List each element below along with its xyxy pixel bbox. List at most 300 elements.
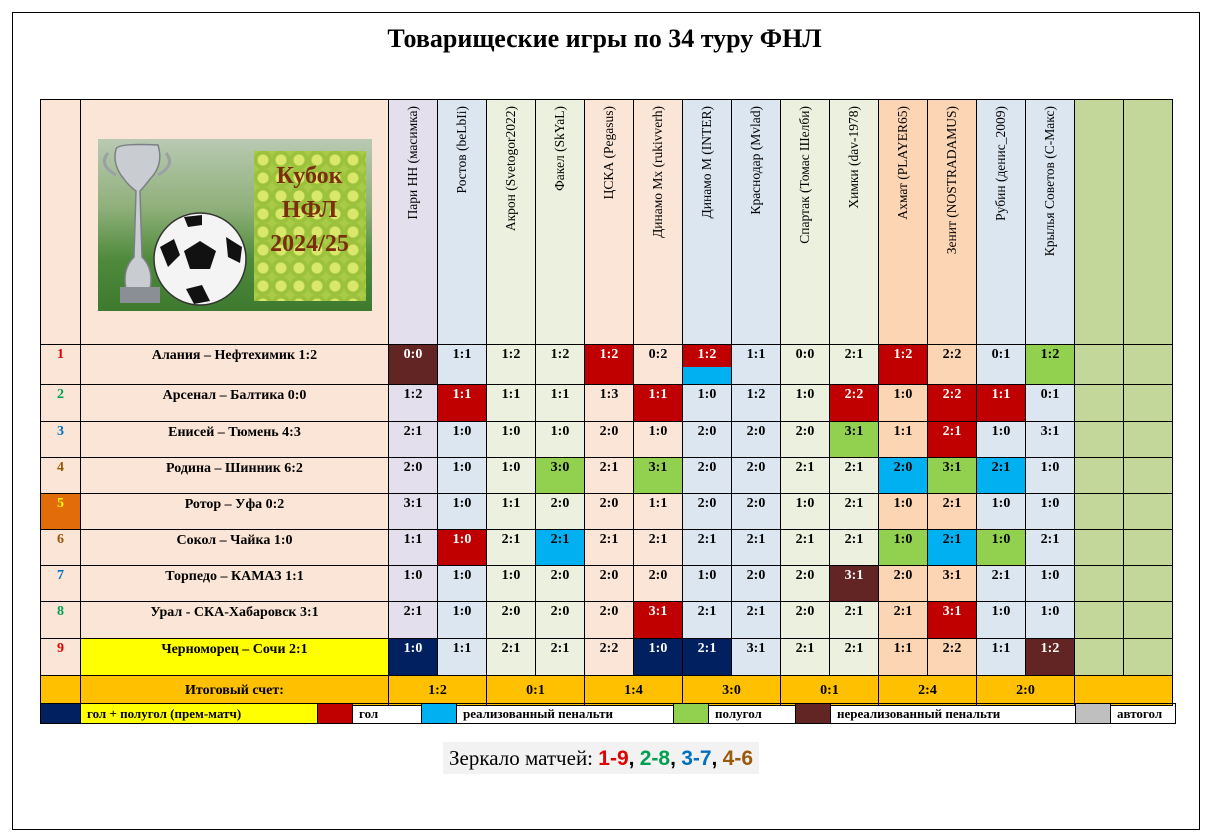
score-value: 2:2: [844, 387, 864, 402]
team-name: Ахмат (PLAYER65): [895, 106, 911, 220]
match-name: Сокол – Чайка 1:0: [81, 530, 389, 566]
score-value: 1:0: [452, 568, 472, 583]
score-value: 1:2: [746, 387, 766, 402]
total-score: 0:1: [487, 676, 585, 706]
score-cell: [487, 494, 536, 530]
score-cell: [977, 345, 1026, 385]
score-cell: [781, 566, 830, 602]
score-cell: [879, 530, 928, 566]
match-name: Родина – Шинник 6:2: [81, 458, 389, 494]
score-value: 2:1: [844, 347, 864, 362]
match-name: Ротор – Уфа 0:2: [81, 494, 389, 530]
empty-cell: [1124, 458, 1173, 494]
score-value: 2:1: [403, 604, 423, 619]
score-value: 2:0: [599, 604, 619, 619]
score-cell: [977, 385, 1026, 422]
score-cell: [879, 566, 928, 602]
score-value: 2:1: [942, 424, 962, 439]
score-cell: [487, 385, 536, 422]
empty-cell: [1124, 602, 1173, 639]
empty-cell: [1075, 458, 1124, 494]
score-value: 1:3: [599, 387, 619, 402]
score-cell: [634, 566, 683, 602]
score-value: 3:1: [942, 604, 962, 619]
total-score: 1:2: [389, 676, 487, 706]
score-cell: [634, 345, 683, 385]
score-cell: [781, 458, 830, 494]
score-value: 2:1: [599, 460, 619, 475]
score-cell: [585, 602, 634, 639]
score-value: 1:1: [893, 641, 913, 656]
score-value: 2:1: [795, 641, 815, 656]
empty-cell: [1124, 422, 1173, 458]
score-value: 1:1: [746, 347, 766, 362]
score-value: 2:1: [844, 641, 864, 656]
score-value: 2:1: [991, 460, 1011, 475]
score-cell: [830, 494, 879, 530]
score-cell: [879, 422, 928, 458]
total-empty: [1075, 676, 1173, 706]
score-cell: [732, 494, 781, 530]
score-cell: [879, 385, 928, 422]
team-header: [781, 100, 830, 345]
match-row: [41, 566, 1173, 602]
score-cell: [438, 530, 487, 566]
total-score: 1:4: [585, 676, 683, 706]
score-cell: [487, 566, 536, 602]
legend-swatch-navy: [41, 704, 81, 724]
score-cell: [389, 494, 438, 530]
score-value: 1:0: [795, 387, 815, 402]
score-value: 2:1: [550, 641, 570, 656]
score-cell: [487, 530, 536, 566]
score-value: 2:0: [550, 496, 570, 511]
score-cell: [389, 385, 438, 422]
page-title: Товарищеские игры по 34 туру ФНЛ: [387, 24, 822, 53]
score-cell: [879, 345, 928, 385]
score-value: 2:0: [795, 424, 815, 439]
score-value: 1:0: [501, 424, 521, 439]
score-cell: [683, 494, 732, 530]
score-value: 1:0: [991, 496, 1011, 511]
score-cell: [389, 345, 438, 385]
legend-prem: гол + полугол (прем-матч): [81, 704, 318, 724]
score-cell: [536, 566, 585, 602]
team-name: Спартак (Томас Шелби): [797, 106, 813, 244]
score-value: 3:1: [648, 604, 668, 619]
total-score: 0:1: [781, 676, 879, 706]
score-value: 2:1: [893, 604, 913, 619]
empty-cell: [1124, 639, 1173, 676]
score-cell: [732, 602, 781, 639]
mirror-pair-4: 4-6: [722, 747, 753, 770]
score-cell: [683, 345, 732, 385]
team-name: Рубин (денис_2009): [993, 106, 1009, 221]
team-header: [879, 100, 928, 345]
score-cell: [879, 602, 928, 639]
score-value: 2:1: [844, 460, 864, 475]
match-row: [41, 602, 1173, 639]
score-value: 3:1: [648, 460, 668, 475]
row-number: 9: [41, 639, 81, 676]
logo-text: [254, 151, 366, 301]
row-number: 7: [41, 566, 81, 602]
score-cell: [781, 530, 830, 566]
score-value: 2:1: [648, 532, 668, 547]
score-cell: [928, 345, 977, 385]
score-cell: [781, 494, 830, 530]
score-value: 1:1: [501, 387, 521, 402]
score-cell: [634, 458, 683, 494]
score-value: 1:0: [697, 568, 717, 583]
score-cell: [879, 494, 928, 530]
team-header: [438, 100, 487, 345]
match-name: Арсенал – Балтика 0:0: [81, 385, 389, 422]
match-row: [41, 494, 1173, 530]
total-corner: [41, 676, 81, 706]
row-number: 2: [41, 385, 81, 422]
match-name: Черноморец – Сочи 2:1: [81, 639, 389, 676]
score-value: 1:1: [991, 387, 1011, 402]
score-cell: [683, 602, 732, 639]
score-value: 2:0: [746, 460, 766, 475]
score-cell: [928, 494, 977, 530]
score-value: 1:1: [403, 532, 423, 547]
score-value: 1:0: [403, 568, 423, 583]
score-cell: [732, 639, 781, 676]
score-value: 2:0: [893, 460, 913, 475]
score-cell: [781, 345, 830, 385]
score-cell: [438, 566, 487, 602]
score-cell: [389, 602, 438, 639]
score-value: 2:0: [501, 604, 521, 619]
score-value: 2:0: [599, 424, 619, 439]
score-cell: [928, 530, 977, 566]
score-cell: [928, 602, 977, 639]
legend-swatch-cyan: [422, 704, 457, 724]
score-cell: [732, 566, 781, 602]
score-cell: [1026, 602, 1075, 639]
score-cell: [585, 566, 634, 602]
score-value: 2:0: [795, 604, 815, 619]
score-cell: [438, 458, 487, 494]
score-value: 2:1: [746, 604, 766, 619]
score-value: 1:0: [501, 460, 521, 475]
score-value: 2:1: [1040, 532, 1060, 547]
score-cell: [585, 345, 634, 385]
score-cell: [928, 458, 977, 494]
score-value: 1:0: [648, 424, 668, 439]
score-cell: [683, 566, 732, 602]
score-cell: [389, 422, 438, 458]
score-value: 2:0: [697, 424, 717, 439]
legend-penalty: реализованный пенальти: [457, 704, 674, 724]
score-value: 1:1: [452, 347, 472, 362]
score-value: 2:1: [697, 532, 717, 547]
logo-line-1: Кубок: [276, 163, 343, 189]
score-cell: [438, 385, 487, 422]
score-value: 3:1: [942, 568, 962, 583]
legend: [40, 703, 1176, 724]
score-cell: [438, 639, 487, 676]
score-cell: [585, 494, 634, 530]
score-cell: [438, 422, 487, 458]
team-name: Химки (dav-1978): [846, 106, 862, 209]
empty-cell: [1075, 639, 1124, 676]
score-value: 3:1: [844, 568, 864, 583]
score-value: 0:1: [1040, 387, 1060, 402]
score-value: 1:0: [452, 532, 472, 547]
score-value: 3:1: [942, 460, 962, 475]
mirror-matches: Зеркало матчей: 1-9, 2-8, 3-7, 4-6: [443, 742, 759, 774]
team-header: [928, 100, 977, 345]
score-cell: [536, 385, 585, 422]
score-value: 1:1: [991, 641, 1011, 656]
score-cell: [977, 530, 1026, 566]
score-value: 2:1: [599, 532, 619, 547]
score-cell: [1026, 566, 1075, 602]
score-value: 2:1: [746, 532, 766, 547]
empty-cell: [1075, 494, 1124, 530]
score-value: 1:1: [893, 424, 913, 439]
score-cell: [634, 639, 683, 676]
empty-cell: [1124, 494, 1173, 530]
legend-owngoal: автогол: [1111, 704, 1176, 724]
match-name: Урал - СКА-Хабаровск 3:1: [81, 602, 389, 639]
match-name: Енисей – Тюмень 4:3: [81, 422, 389, 458]
score-cell: [585, 639, 634, 676]
score-value: 3:0: [550, 460, 570, 475]
empty-cell: [1075, 566, 1124, 602]
score-value: 1:2: [501, 347, 521, 362]
score-value: 0:0: [403, 347, 423, 362]
score-value: 3:1: [1040, 424, 1060, 439]
score-cell: [536, 458, 585, 494]
score-value: 1:0: [697, 387, 717, 402]
team-name: Краснодар (Mvlad): [748, 106, 764, 215]
empty-cell: [1124, 345, 1173, 385]
score-value: 2:0: [893, 568, 913, 583]
score-cell: [781, 602, 830, 639]
score-cell: [977, 602, 1026, 639]
legend-swatch-gray: [1076, 704, 1111, 724]
logo-line-3: 2024/25: [270, 231, 349, 257]
team-name: Пари НН (масимка): [405, 106, 421, 220]
score-value: 2:0: [697, 496, 717, 511]
score-value: 3:1: [746, 641, 766, 656]
score-cell: [683, 639, 732, 676]
match-row: [41, 345, 1173, 385]
team-header: [389, 100, 438, 345]
score-cell: [487, 458, 536, 494]
empty-cell: [1124, 530, 1173, 566]
row-number: 5: [41, 494, 81, 530]
empty-cell: [1075, 530, 1124, 566]
row-number: 4: [41, 458, 81, 494]
team-name: Зенит (NOSTRADAMUS): [944, 106, 960, 255]
score-cell: [536, 639, 585, 676]
score-cell: [683, 530, 732, 566]
team-name: Крылья Советов (С-Макс): [1042, 106, 1058, 257]
score-value: 1:2: [403, 387, 423, 402]
legend-missed: нереализованный пенальти: [831, 704, 1076, 724]
empty-header: [1075, 100, 1124, 345]
score-value: 1:0: [991, 532, 1011, 547]
score-value: 2:0: [550, 604, 570, 619]
score-value: 2:1: [697, 641, 717, 656]
score-cell: [487, 639, 536, 676]
score-value: 2:1: [697, 604, 717, 619]
team-name: Акрон (Svetogor2022): [503, 106, 519, 232]
score-cell: [634, 530, 683, 566]
score-value: 1:1: [452, 641, 472, 656]
corner-cell: [41, 100, 81, 345]
score-cell: [1026, 458, 1075, 494]
score-value: 1:0: [1040, 604, 1060, 619]
score-value: 2:0: [648, 568, 668, 583]
row-number: 1: [41, 345, 81, 385]
score-value: 2:1: [844, 532, 864, 547]
team-header: [634, 100, 683, 345]
score-cell: [781, 639, 830, 676]
score-cell: [1026, 530, 1075, 566]
score-value: 1:0: [1040, 568, 1060, 583]
score-value: 0:0: [795, 347, 815, 362]
score-value: 2:2: [942, 347, 962, 362]
score-cell: [977, 422, 1026, 458]
team-header: [487, 100, 536, 345]
score-value: 1:0: [893, 387, 913, 402]
score-value: 2:1: [844, 496, 864, 511]
score-cell: [634, 385, 683, 422]
score-value: 1:2: [697, 347, 717, 362]
match-row: [41, 530, 1173, 566]
score-cell: [585, 458, 634, 494]
score-cell: [389, 458, 438, 494]
score-value: 1:2: [893, 347, 913, 362]
team-header: [1026, 100, 1075, 345]
score-value: 2:0: [403, 460, 423, 475]
score-value: 1:0: [452, 496, 472, 511]
score-value: 2:1: [550, 532, 570, 547]
score-value: 1:0: [501, 568, 521, 583]
score-value: 2:0: [599, 496, 619, 511]
score-value: 1:1: [648, 387, 668, 402]
score-cell: [1026, 639, 1075, 676]
score-value: 1:0: [1040, 460, 1060, 475]
score-cell: [683, 385, 732, 422]
score-cell: [536, 530, 585, 566]
score-value: 1:0: [403, 641, 423, 656]
score-cell: [830, 422, 879, 458]
score-cell: [585, 422, 634, 458]
score-value: 2:2: [599, 641, 619, 656]
score-cell: [487, 422, 536, 458]
score-value: 2:1: [844, 604, 864, 619]
logo-line-2: НФЛ: [281, 197, 338, 223]
score-cell: [487, 345, 536, 385]
match-row: [41, 458, 1173, 494]
score-value: 1:0: [991, 604, 1011, 619]
score-value: 2:0: [746, 496, 766, 511]
score-cell: [977, 458, 1026, 494]
score-cell: [928, 422, 977, 458]
score-cell: [732, 345, 781, 385]
score-cell: [585, 530, 634, 566]
score-cell: [781, 385, 830, 422]
score-cell: [732, 385, 781, 422]
score-cell: [879, 639, 928, 676]
score-value: 2:0: [746, 568, 766, 583]
empty-cell: [1075, 345, 1124, 385]
score-cell: [536, 494, 585, 530]
mirror-pair-3: 3-7: [681, 747, 712, 770]
score-value: 1:2: [599, 347, 619, 362]
score-cell: [732, 422, 781, 458]
legend-goal: гол: [353, 704, 422, 724]
score-value: 1:0: [1040, 496, 1060, 511]
score-value: 1:2: [1040, 347, 1060, 362]
empty-cell: [1124, 385, 1173, 422]
team-header: [585, 100, 634, 345]
score-cell: [487, 602, 536, 639]
score-cell: [438, 602, 487, 639]
match-row: [41, 385, 1173, 422]
score-cell: [536, 602, 585, 639]
mirror-label: Зеркало матчей:: [449, 746, 594, 770]
score-cell: [977, 494, 1026, 530]
row-number: 3: [41, 422, 81, 458]
score-cell: [879, 458, 928, 494]
score-cell: [1026, 494, 1075, 530]
score-cell: [830, 639, 879, 676]
match-row: [41, 639, 1173, 676]
score-cell: [683, 458, 732, 494]
total-score: 2:0: [977, 676, 1075, 706]
cup-logo: [98, 139, 372, 311]
team-name: Ростов (beLbIi): [454, 106, 470, 194]
score-value: 1:0: [893, 532, 913, 547]
score-cell: [634, 602, 683, 639]
score-cell: [389, 566, 438, 602]
score-value: 1:1: [648, 496, 668, 511]
score-value: 2:1: [501, 641, 521, 656]
legend-swatch-green: [674, 704, 709, 724]
team-header: [830, 100, 879, 345]
score-cell: [830, 385, 879, 422]
score-cell: [438, 345, 487, 385]
score-cell: [830, 566, 879, 602]
score-cell: [389, 530, 438, 566]
penalty-strip: [683, 367, 731, 384]
score-value: 1:0: [452, 460, 472, 475]
team-name: Факел (SkYaL): [552, 106, 568, 191]
score-value: 1:0: [795, 496, 815, 511]
total-score: 3:0: [683, 676, 781, 706]
score-value: 1:0: [893, 496, 913, 511]
score-cell: [977, 566, 1026, 602]
score-value: 1:1: [452, 387, 472, 402]
score-value: 2:1: [942, 532, 962, 547]
match-name: Торпедо – КАМАЗ 1:1: [81, 566, 389, 602]
score-cell: [389, 639, 438, 676]
team-header: [536, 100, 585, 345]
score-cell: [977, 639, 1026, 676]
mirror-pair-2: 2-8: [639, 747, 671, 770]
score-value: 1:0: [550, 424, 570, 439]
score-value: 3:1: [403, 496, 423, 511]
score-value: 1:0: [452, 604, 472, 619]
